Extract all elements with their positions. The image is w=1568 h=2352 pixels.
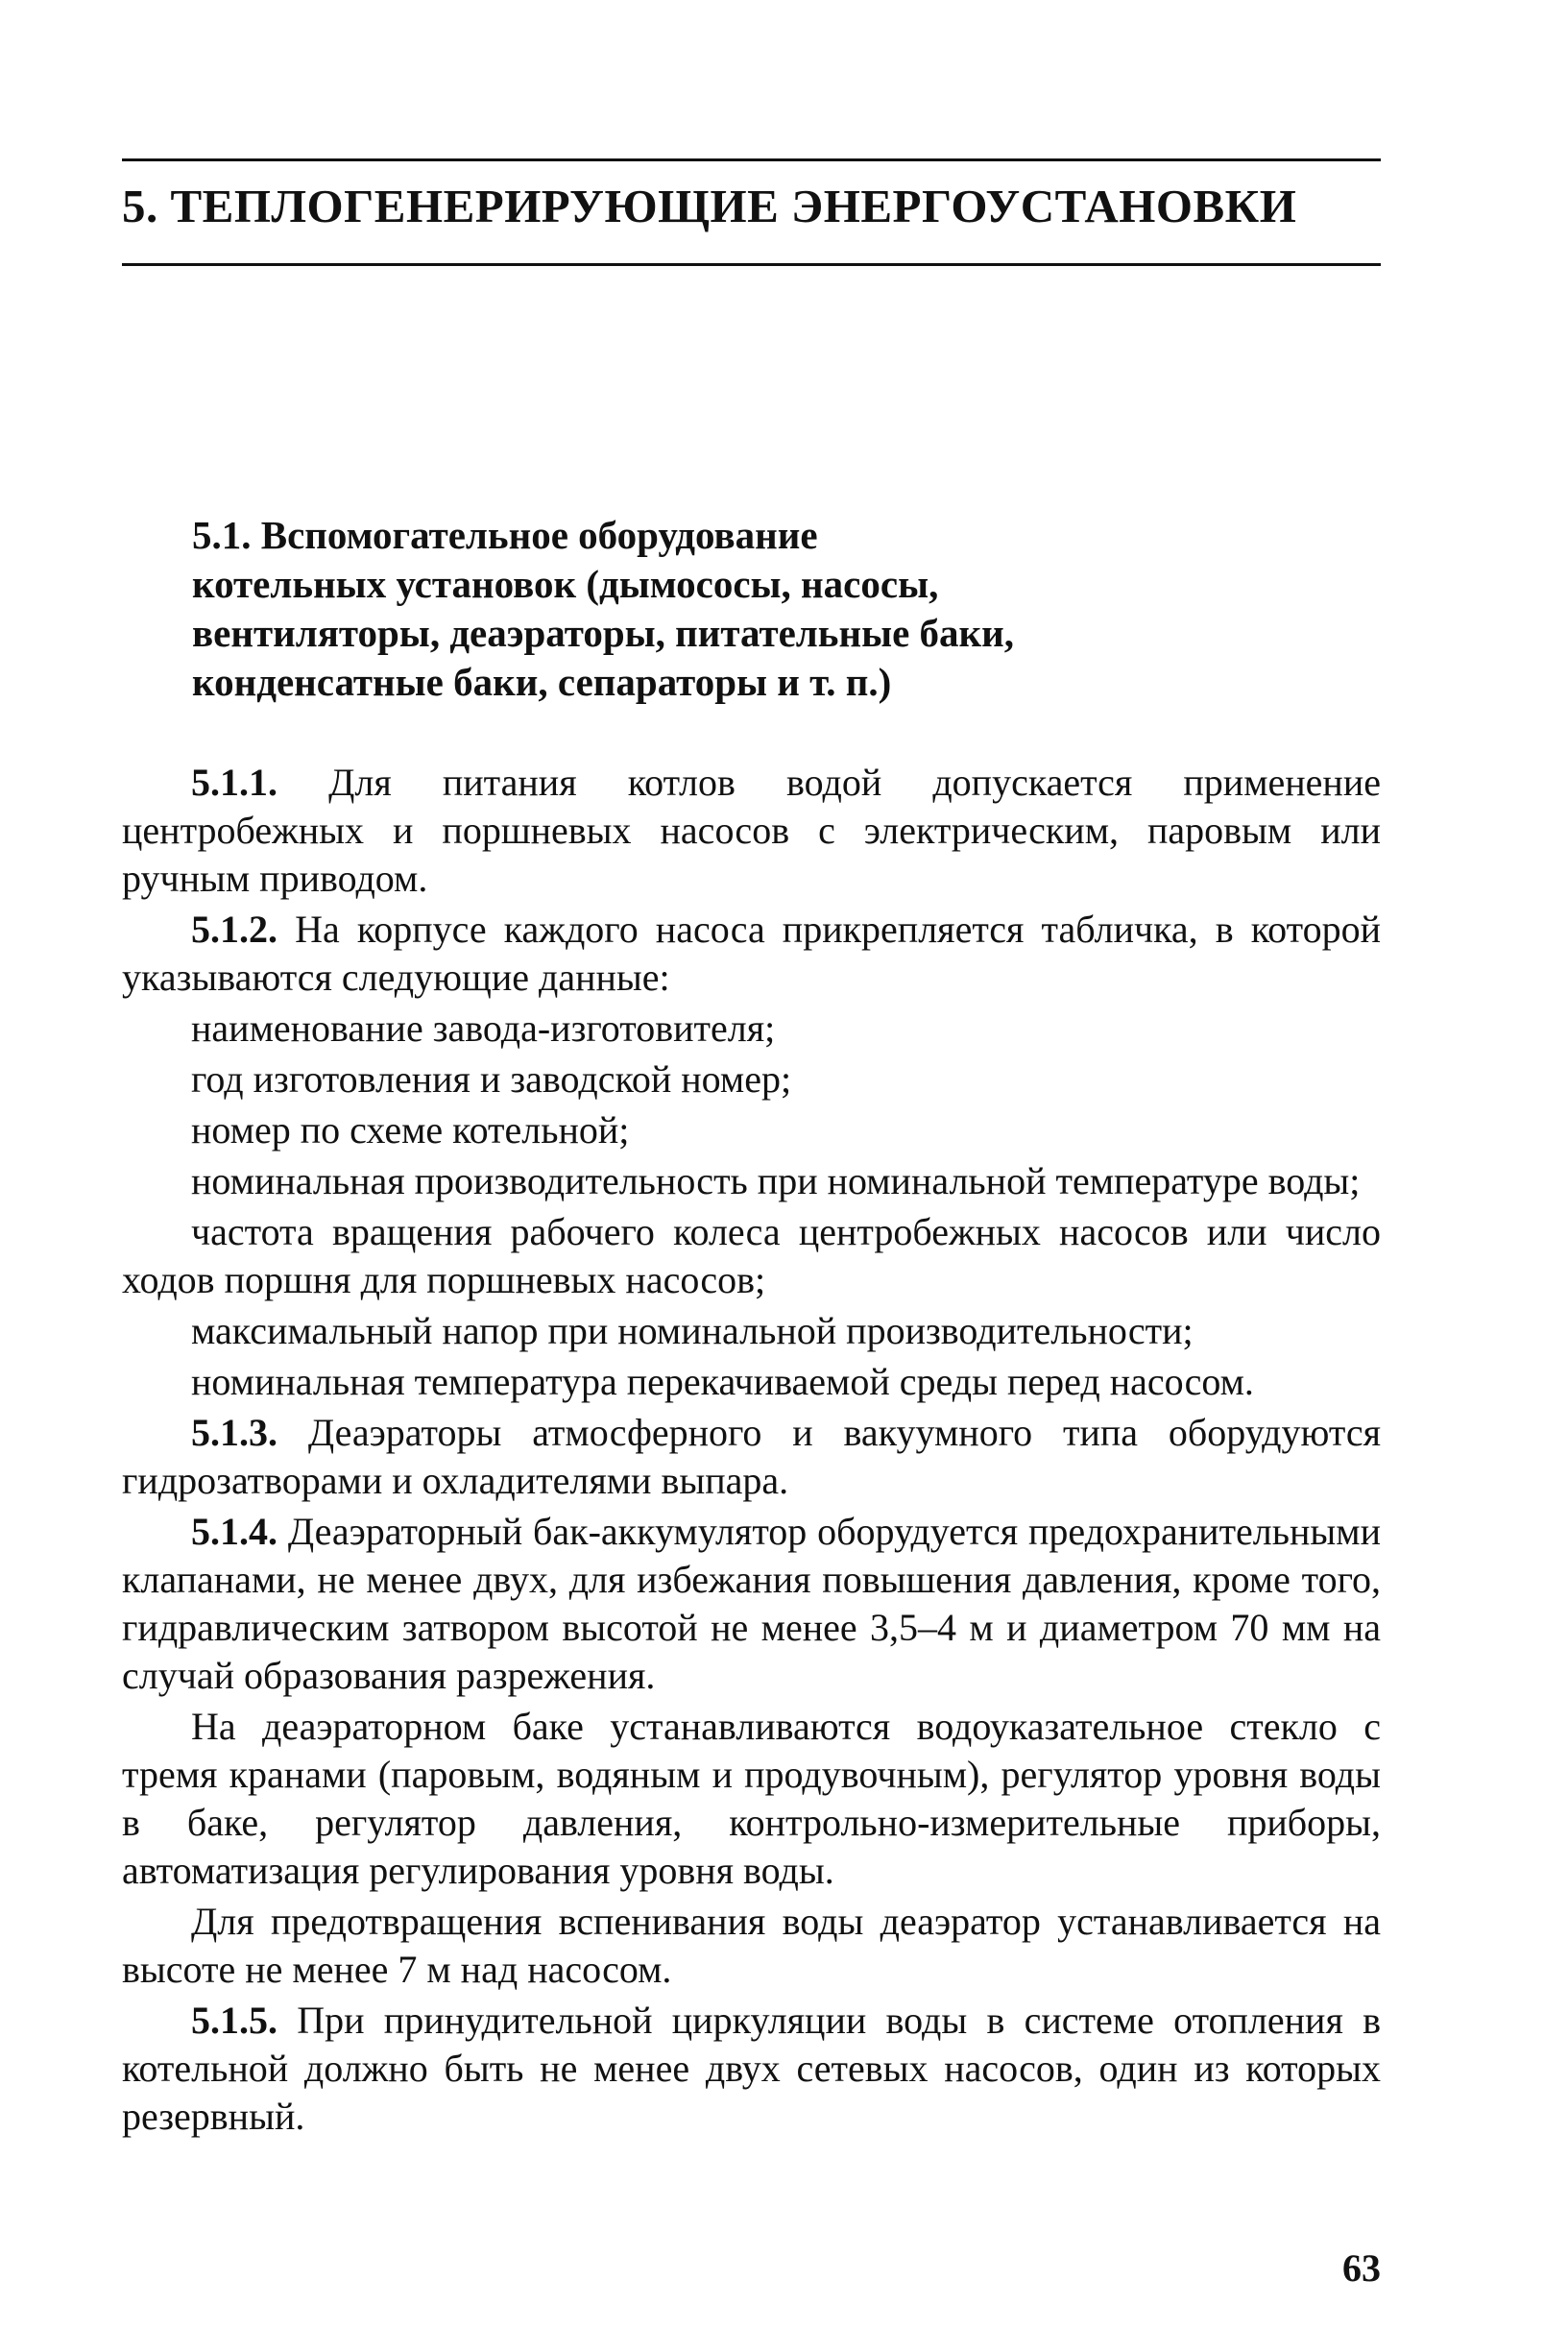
clause-number: 5.1.5. [191,1999,277,2042]
list-item: год изготовления и заводской номер; [191,1057,792,1101]
chapter-title: 5. ТЕПЛОГЕНЕРИРУЮЩИЕ ЭНЕРГОУСТАНОВКИ [122,180,1297,232]
clause-number: 5.1.3. [191,1411,277,1454]
paragraph-5-1-4-continued: На деаэраторном баке устанавливаются водоуказательное стекло с тремя кранами (паровым, водяным и продувочным), регулятор уровня воды в баке, регулятор давления, контрольно-измерительные приборы, автоматизация регулирования уровня воды. [122,1705,1381,1892]
paragraph-5-1-4 [122,1508,1381,1700]
header-rule-bottom [122,263,1381,266]
paragraph-text: Деаэраторы атмосферного и вакуумного типа оборудуются гидрозатворами и охладителями выпара. [122,1411,1381,1502]
list-item: номер по схеме котельной; [191,1108,630,1152]
paragraph-text: Для питания котлов водой допускается применение центробежных и поршневых насосов с электрическим, паровым или ручным приводом. [122,761,1381,900]
clause-number: 5.1.1. [191,761,277,804]
list-item: номинальная температура перекачиваемой среды перед насосом. [191,1360,1254,1403]
list-item: наименование завода-изготовителя; [191,1006,776,1050]
section-heading-line: конденсатные баки, сепараторы и т. п.) [192,660,892,704]
header-rule-top [122,158,1381,161]
paragraph-text: На корпусе каждого насоса прикрепляется табличка, в которой указываются следующие данные: [122,908,1381,999]
body-text [122,759,1381,2144]
clause-number: 5.1.2. [191,908,277,951]
section-heading-line: вентиляторы, деаэраторы, питательные баки, [192,611,1015,655]
list-item: номинальная производительность при номинальной температуре воды; [191,1159,1361,1202]
section-heading-line: котельных установок (дымососы, насосы, [192,562,939,606]
list-item: частота вращения рабочего колеса центробежных насосов или число ходов поршня для поршневых насосов; [122,1210,1381,1301]
paragraph-5-1-1 [122,759,1381,903]
section-heading-line: 5.1. Вспомогательное оборудование [192,513,818,557]
paragraph-text: При принудительной циркуляции воды в системе отопления в котельной должно быть не менее двух сетевых насосов, один из которых резервный. [122,1999,1381,2138]
list-item: максимальный напор при номинальной производительности; [191,1309,1194,1352]
paragraph-5-1-5 [122,1997,1381,2141]
clause-number: 5.1.4. [191,1510,277,1553]
page-number: 63 [1342,2246,1381,2290]
section-heading [192,511,1325,707]
paragraph-5-1-4-foaming: Для предотвращения вспенивания воды деаэратор устанавливается на высоте не менее 7 м над насосом. [122,1900,1381,1991]
paragraph-5-1-3 [122,1409,1381,1505]
paragraph-text: Деаэраторный бак-аккумулятор оборудуется предохранительными клапанами, не менее двух, для избежания повышения давления, кроме того, гидравлическим затвором высотой не менее 3,5–4 м и диаметром 70 мм на случай образования разрежения. [122,1510,1381,1697]
paragraph-5-1-2 [122,906,1381,1002]
